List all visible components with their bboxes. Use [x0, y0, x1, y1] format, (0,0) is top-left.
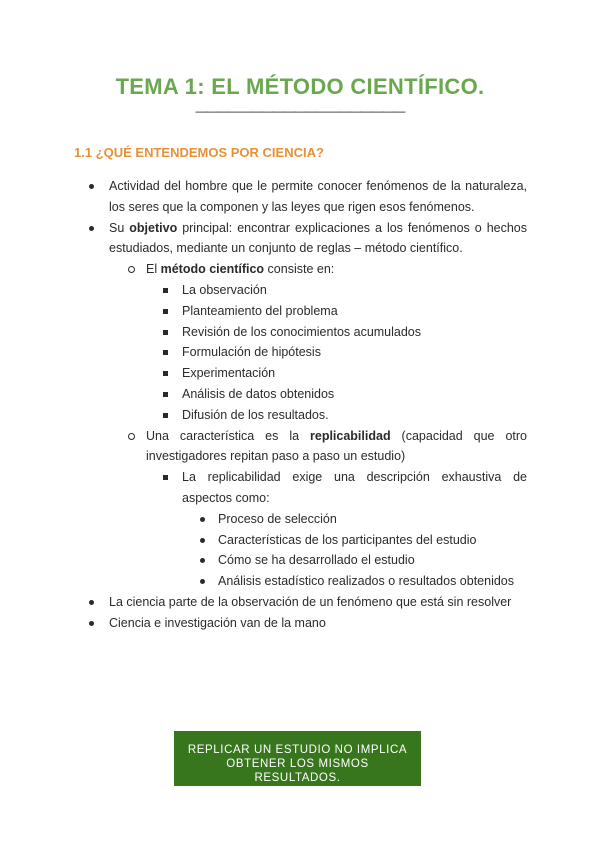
method-step: La observación	[182, 282, 267, 297]
list-item-text: El método científico consiste en:	[146, 262, 335, 277]
list-item	[0, 280, 600, 301]
bullet-list	[0, 176, 600, 634]
aspect-item: Análisis estadístico realizados o resultados obtenidos	[218, 574, 515, 589]
title-underline: ———————————————————	[195, 104, 405, 118]
list-item-text: Ciencia e investigación van de la mano	[109, 615, 326, 630]
list-item	[0, 613, 600, 634]
list-item-text: La ciencia parte de la observación de un fenómeno que está sin resolver	[109, 594, 512, 609]
list-item	[0, 467, 600, 509]
callout-box	[174, 731, 421, 786]
list-item	[0, 426, 600, 468]
list-item	[0, 530, 600, 551]
aspect-item: Cómo se ha desarrollado el estudio	[218, 553, 415, 568]
aspect-item: Características de los participantes del estudio	[218, 532, 477, 547]
list-item	[0, 550, 600, 571]
aspect-item: Proceso de selección	[218, 511, 337, 526]
page-title: TEMA 1: EL MÉTODO CIENTÍFICO.	[115, 74, 485, 99]
method-step: Análisis de datos obtenidos	[182, 386, 335, 401]
list-item	[0, 363, 600, 384]
section-heading: 1.1 ¿QUÉ ENTENDEMOS POR CIENCIA?	[74, 145, 324, 160]
list-item	[0, 322, 600, 343]
list-item-text: La replicabilidad exige una descripción exhaustiva de aspectos como:	[182, 470, 527, 505]
list-item	[0, 571, 600, 592]
bold-term: objetivo	[129, 220, 178, 235]
list-item	[0, 509, 600, 530]
list-item	[0, 176, 600, 218]
method-step: Experimentación	[182, 366, 276, 381]
list-item	[0, 405, 600, 426]
bold-term: replicabilidad	[310, 428, 391, 443]
method-step: Revisión de los conocimientos acumulados	[182, 324, 422, 339]
method-step: Difusión de los resultados.	[182, 407, 329, 422]
callout-line-2: OBTENER LOS MISMOS RESULTADOS.	[226, 758, 369, 784]
list-item	[0, 384, 600, 405]
list-item	[0, 218, 600, 260]
method-step: Planteamiento del problema	[182, 303, 338, 318]
list-item-text: Su objetivo principal: encontrar explicaciones a los fenómenos o hechos estudiados, mediante un conjunto de reglas – método científico.	[109, 220, 527, 256]
list-item	[0, 259, 600, 280]
list-item	[0, 342, 600, 363]
callout-line-1: REPLICAR UN ESTUDIO NO IMPLICA	[187, 744, 408, 756]
method-step: Formulación de hipótesis	[182, 345, 321, 360]
list-item-text: Una característica es la replicabilidad (capacidad que otro investigadores repitan paso a paso un estudio)	[146, 428, 527, 464]
list-item	[0, 592, 600, 613]
bold-term: método científico	[160, 262, 265, 277]
list-item	[0, 301, 600, 322]
list-item-text: Actividad del hombre que le permite conocer fenómenos de la naturaleza, los seres que la componen y las leyes que rigen esos fenómenos.	[109, 179, 527, 214]
